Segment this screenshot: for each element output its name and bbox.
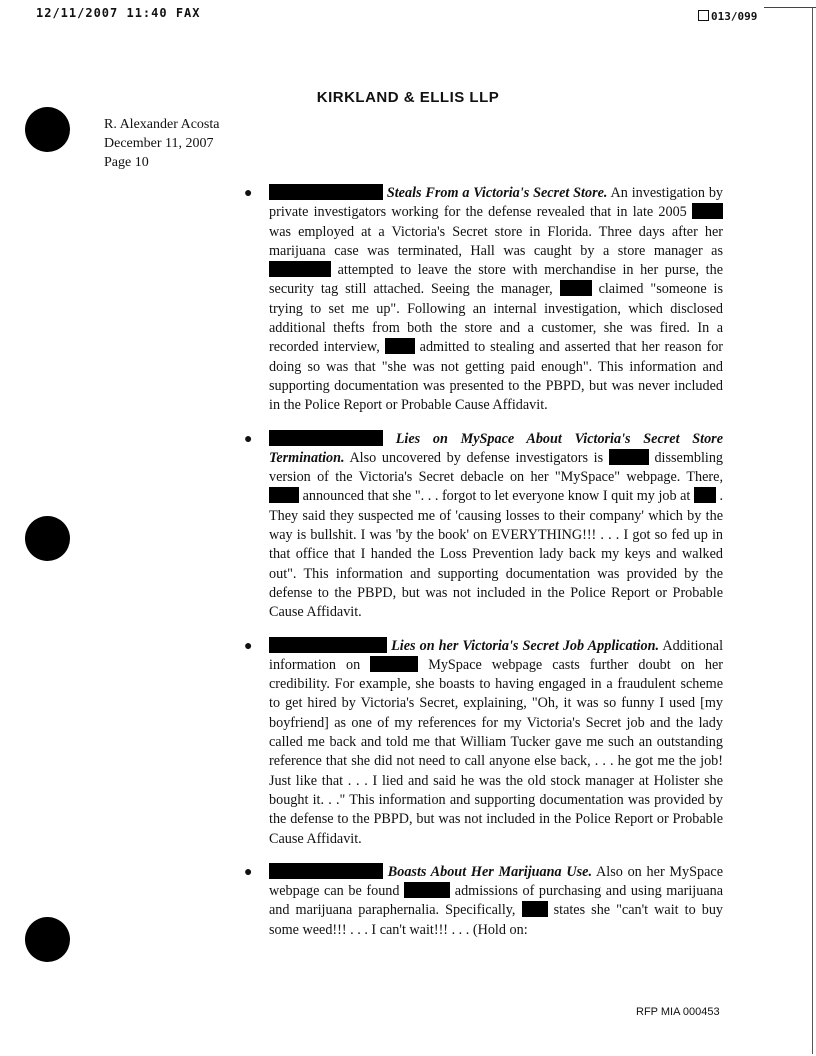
redaction-bar xyxy=(522,901,548,917)
page-edge-line xyxy=(812,8,813,1054)
bullet-text: admissions of purchasing and using marijuana and marijuana paraphernalia. Specifically, xyxy=(269,883,724,919)
bullet-heading: Lies on MySpace About Victoria's Secret Store Termination. xyxy=(269,430,723,466)
redaction-bar xyxy=(385,338,415,354)
bullet-item-marijuana-use xyxy=(238,863,723,940)
redaction-bar xyxy=(370,656,418,672)
letterhead-firm-name: KIRKLAND & ELLIS LLP xyxy=(316,89,500,106)
redaction-bar xyxy=(404,882,450,898)
redaction-bar xyxy=(269,637,387,653)
redaction-bar xyxy=(609,449,649,465)
bullet-text: admitted to stealing and asserted that her reason for doing so was that "she was not getting paid enough". This information and supporting documentation was presented to the PBPD, but was never included in the Police Report or Probable Cause Affidavit. xyxy=(269,339,724,414)
bullet-text: attempted to leave the store with merchandise in her purse, the security tag still attached. Seeing the manager, xyxy=(269,262,723,298)
bullet-item-job-application xyxy=(238,637,723,849)
addressee-name: R. Alexander Acosta xyxy=(104,117,220,132)
bullet-text: Also uncovered by defense investigators is xyxy=(349,449,604,466)
bullet-text: An investigation by private investigators working for the defense revealed that in late 2005 xyxy=(269,185,724,221)
bullet-list xyxy=(238,184,723,954)
bullet-text: . They said they suspected me of 'causing losses to their company' which by the way is bullshit. I was 'by the book' on EVERYTHING!!! . . . I got so fed up in that office that I handed the Loss Prevention lady back my keys and walked out". This information and supporting documentation was provided by the defense to the PBPD, but was not included in the Police Report or Probable Cause Affidavit. xyxy=(269,488,724,621)
fax-page-number: 013/099 xyxy=(711,10,758,23)
bullet-text: dissembling version of the Victoria's Secret debacle on her "MySpace" webpage. There, xyxy=(269,449,724,486)
bullet-text: announced that she ". . . forgot to let everyone know I quit my job at xyxy=(302,488,691,505)
redaction-bar xyxy=(694,487,716,503)
redaction-bar xyxy=(269,261,331,277)
letter-date: December 11, 2007 xyxy=(104,136,214,151)
fax-header-datetime: 12/11/2007 11:40 FAX xyxy=(36,6,201,20)
bullet-text: MySpace webpage casts further doubt on her credibility. For example, she boasts to having engaged in a fraudulent scheme to get hired by Victoria's Secret, explaining, "Oh, it was so funny I used [my boyfriend] as one of my references for my Victoria's Secret job and the lady called me back and told me that William Tucker gave me such an outstanding reference that she did not need to call anyone else back, . . . he got me the job! Just like that . . . I lied and said he was the old stock manager at Holister she bought it. . ." This information and supporting documentation was provided by the defense to the PBPD, but was not included in the Police Report or Probable Cause Affidavit. xyxy=(269,656,724,847)
addressee-block xyxy=(104,115,219,172)
bullet-heading: Lies on her Victoria's Secret Job Application. xyxy=(391,637,660,654)
page-number: Page 10 xyxy=(104,155,149,170)
bullet-text: was employed at a Victoria's Secret store in Florida. Three days after her marijuana case was terminated, Hall was caught by a store manager as xyxy=(269,223,723,259)
punch-hole-icon xyxy=(25,917,70,962)
redaction-bar xyxy=(269,487,299,503)
bullet-text: claimed "someone is trying to set me up". Following an internal investigation, which disclosed additional thefts from both the store and a customer, she was fired. In a recorded interview, xyxy=(269,281,724,356)
bullet-text: Also on her MySpace webpage can be found xyxy=(269,863,724,900)
bullet-item-store-theft xyxy=(238,184,723,416)
bullet-heading: Steals From a Victoria's Secret Store. xyxy=(386,185,608,201)
bates-number: RFP MIA 000453 xyxy=(636,1006,720,1018)
fax-page-counter xyxy=(698,10,757,23)
redaction-bar xyxy=(692,203,723,219)
redaction-bar xyxy=(560,280,592,296)
fax-rule-line xyxy=(764,7,816,8)
bullet-icon: ● xyxy=(244,638,253,654)
bullet-icon: ● xyxy=(244,186,253,201)
fax-checkbox-icon xyxy=(698,10,709,21)
redaction-bar xyxy=(269,863,383,879)
punch-hole-icon xyxy=(25,107,70,152)
bullet-icon: ● xyxy=(244,431,253,447)
bullet-heading: Boasts About Her Marijuana Use. xyxy=(387,863,593,880)
bullet-item-myspace-termination xyxy=(238,430,723,623)
punch-hole-icon xyxy=(25,516,70,561)
bullet-text: states she "can't wait to buy some weed!!! . . . I can't wait!!! . . . (Hold on: xyxy=(269,902,724,938)
bullet-icon: ● xyxy=(244,864,253,880)
redaction-bar xyxy=(269,430,383,446)
redaction-bar xyxy=(269,184,383,200)
bullet-text: Additional information on xyxy=(269,637,724,673)
